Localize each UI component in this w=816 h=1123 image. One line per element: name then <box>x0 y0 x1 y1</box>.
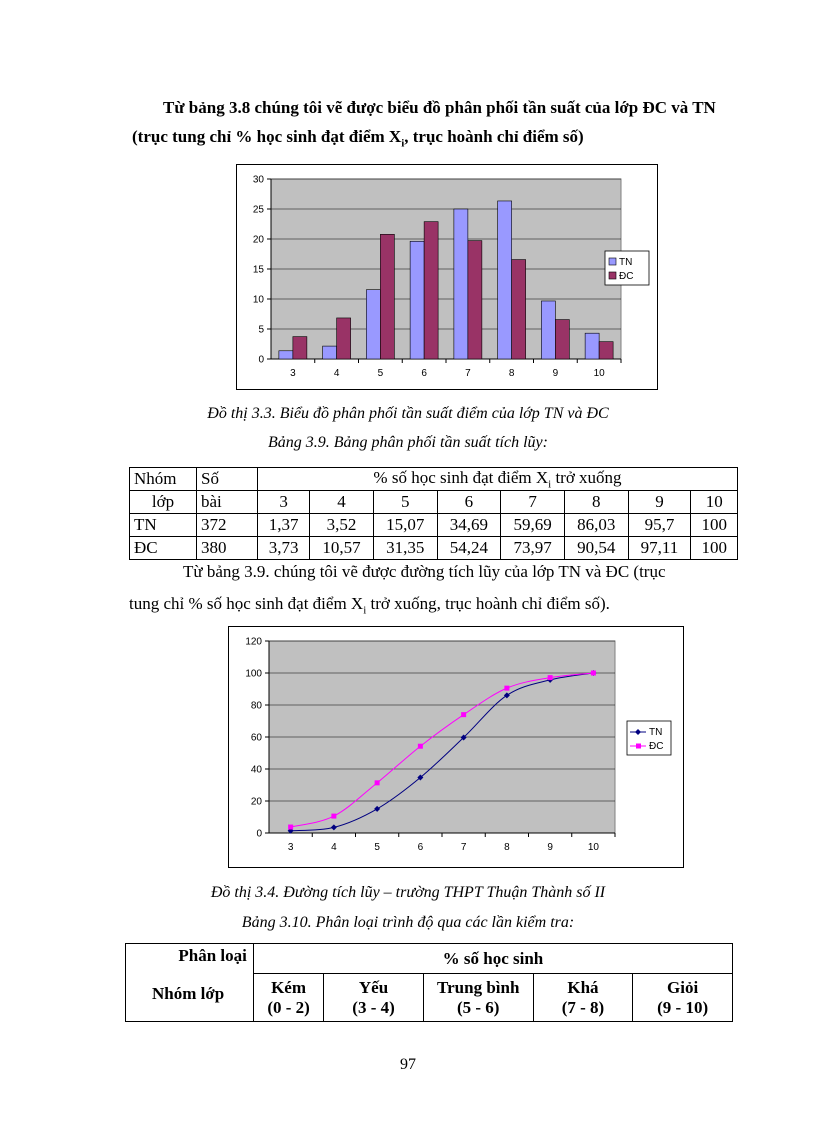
para2-line-1: Từ bảng 3.9. chúng tôi vẽ được đường tích lũy của lớp TN và ĐC (trục <box>183 562 666 581</box>
score-header: 6 <box>437 491 501 514</box>
x-tick-label: 3 <box>290 368 296 379</box>
y-tick-label: 30 <box>252 174 264 186</box>
header-percent-students: % số học sinh <box>253 944 732 974</box>
cell-value: 90,54 <box>564 537 628 560</box>
cell-value: 95,7 <box>628 514 691 537</box>
bar <box>380 234 394 359</box>
header-nhom-lop: Nhóm lớp <box>152 984 225 1003</box>
page-number: 97 <box>400 1056 416 1073</box>
y-tick-label: 20 <box>252 234 264 246</box>
level-range: (0 - 2) <box>267 997 310 1017</box>
intro-line-1: Từ bảng 3.8 chúng tôi vẽ được biểu đồ phân phối tần suất của lớp ĐC và TN <box>163 98 716 117</box>
y-tick-label: 0 <box>256 828 262 840</box>
bar <box>555 320 569 359</box>
bar <box>410 241 424 359</box>
x-tick-label: 4 <box>333 368 340 379</box>
cell-value: 15,07 <box>373 514 437 537</box>
level-range: (5 - 6) <box>456 997 500 1017</box>
point <box>591 671 596 676</box>
level-header <box>324 974 424 1022</box>
header-diag-cell <box>126 944 254 1022</box>
level-name: Khá <box>567 977 599 997</box>
point <box>504 686 509 691</box>
cell-value: 54,24 <box>437 537 501 560</box>
x-tick-label: 6 <box>421 368 427 379</box>
x-tick-label: 10 <box>593 368 605 379</box>
legend-label: TN <box>619 257 633 268</box>
bar <box>512 260 526 359</box>
score-header: 4 <box>310 491 374 514</box>
legend-label: ĐC <box>649 741 664 752</box>
x-tick-label: 9 <box>547 842 553 853</box>
legend-swatch <box>609 272 616 279</box>
y-tick-label: 100 <box>245 668 262 680</box>
y-tick-label: 20 <box>250 796 262 808</box>
legend-label: TN <box>649 727 663 738</box>
bar <box>599 342 613 359</box>
point <box>461 712 466 717</box>
table-3-10 <box>125 943 733 1022</box>
cell-value: 3,52 <box>310 514 374 537</box>
point <box>375 780 380 785</box>
y-tick-label: 10 <box>252 294 264 306</box>
y-tick-label: 60 <box>250 732 262 744</box>
level-name: Giỏi <box>667 977 699 997</box>
cell-value: 86,03 <box>564 514 628 537</box>
x-tick-label: 8 <box>504 842 510 853</box>
bar <box>541 301 555 359</box>
bar <box>424 222 438 359</box>
caption-table-3-9: Bảng 3.9. Bảng phân phối tần suất tích lũy: <box>268 434 548 451</box>
table-3-9 <box>129 467 738 560</box>
row-count: 380 <box>197 537 258 560</box>
caption-graph-3-4: Đồ thị 3.4. Đường tích lũy – trường THPT Thuận Thành số II <box>210 884 606 901</box>
row-count: 372 <box>197 514 258 537</box>
x-tick-label: 9 <box>552 368 559 379</box>
level-header <box>633 974 733 1022</box>
bar <box>337 318 351 359</box>
cell-value: 34,69 <box>437 514 501 537</box>
bar <box>323 346 337 359</box>
level-range: (7 - 8) <box>561 997 605 1017</box>
point <box>331 814 336 819</box>
legend-swatch <box>609 258 616 265</box>
bar <box>279 351 293 359</box>
y-tick-label: 25 <box>252 204 264 216</box>
intro-line-2: (trục tung chỉ % học sinh đạt điểm $X_i$, trục hoành chỉ điểm số) <box>132 127 584 150</box>
y-tick-label: 80 <box>250 700 262 712</box>
bar <box>454 209 468 359</box>
caption-graph-3-3: Đồ thị 3.3. Biểu đồ phân phối tần suất điểm của lớp TN và ĐC <box>207 405 609 422</box>
legend-marker <box>636 744 641 749</box>
y-tick-label: 5 <box>258 324 264 336</box>
point <box>418 744 423 749</box>
level-header <box>253 974 323 1022</box>
score-header: 7 <box>501 491 565 514</box>
cell-value: 59,69 <box>501 514 565 537</box>
cell-value: 100 <box>691 537 738 560</box>
row-group: ĐC <box>130 537 197 560</box>
header-lop: lớp <box>130 491 197 514</box>
cell-value: 1,37 <box>258 514 310 537</box>
legend-label: ĐC <box>619 271 634 282</box>
point <box>548 675 553 680</box>
bar <box>585 333 599 359</box>
header-phan-loai: Phân loại <box>178 946 247 965</box>
header-bai: bài <box>197 491 258 514</box>
row-group: TN <box>130 514 197 537</box>
cumulative-line-chart <box>228 626 684 868</box>
score-header: 10 <box>691 491 738 514</box>
y-tick-label: 15 <box>252 264 264 276</box>
bar <box>366 290 380 359</box>
cell-value: 3,73 <box>258 537 310 560</box>
score-header: 9 <box>628 491 691 514</box>
level-range: (9 - 10) <box>657 997 709 1017</box>
cell-value: 73,97 <box>501 537 565 560</box>
x-tick-label: 5 <box>377 368 384 379</box>
x-tick-label: 7 <box>465 368 471 379</box>
cell-value: 97,11 <box>628 537 691 560</box>
x-tick-label: 6 <box>417 842 424 853</box>
score-header: 3 <box>258 491 310 514</box>
x-tick-label: 4 <box>331 842 337 853</box>
score-header: 5 <box>373 491 437 514</box>
level-name: Yếu <box>358 977 389 997</box>
line-chart-svg <box>229 627 683 867</box>
x-tick-label: 5 <box>374 842 380 853</box>
bar <box>498 201 512 359</box>
bar <box>468 241 482 359</box>
caption-table-3-10: Bảng 3.10. Phân loại trình độ qua các lần kiểm tra: <box>241 914 575 931</box>
level-header <box>423 974 533 1022</box>
cell-value: 10,57 <box>310 537 374 560</box>
level-header <box>533 974 633 1022</box>
x-tick-label: 8 <box>508 368 515 379</box>
cell-value: 31,35 <box>373 537 437 560</box>
x-tick-label: 7 <box>460 842 467 853</box>
bar <box>293 337 307 359</box>
score-header: 8 <box>564 491 628 514</box>
point <box>288 825 293 830</box>
x-tick-label: 10 <box>587 842 599 853</box>
y-tick-label: 120 <box>245 636 262 648</box>
header-so: Số <box>197 468 258 491</box>
y-tick-label: 40 <box>250 764 262 776</box>
level-name: Kém <box>271 977 307 997</box>
cell-value: 100 <box>691 514 738 537</box>
frequency-bar-chart <box>236 164 658 390</box>
para2-line-2: tung chỉ % số học sinh đạt điểm $X_i$ trở xuống, trục hoành chỉ điểm số). <box>129 594 610 617</box>
level-range: (3 - 4) <box>352 997 395 1017</box>
x-tick-label: 3 <box>287 842 294 853</box>
y-tick-label: 0 <box>258 354 264 366</box>
header-percent-span: % số học sinh đạt điểm $X_i$ trở xuống <box>258 468 738 491</box>
bar-chart-svg <box>237 165 657 389</box>
level-name: Trung bình <box>437 977 520 997</box>
header-nhom: Nhóm <box>130 468 197 491</box>
